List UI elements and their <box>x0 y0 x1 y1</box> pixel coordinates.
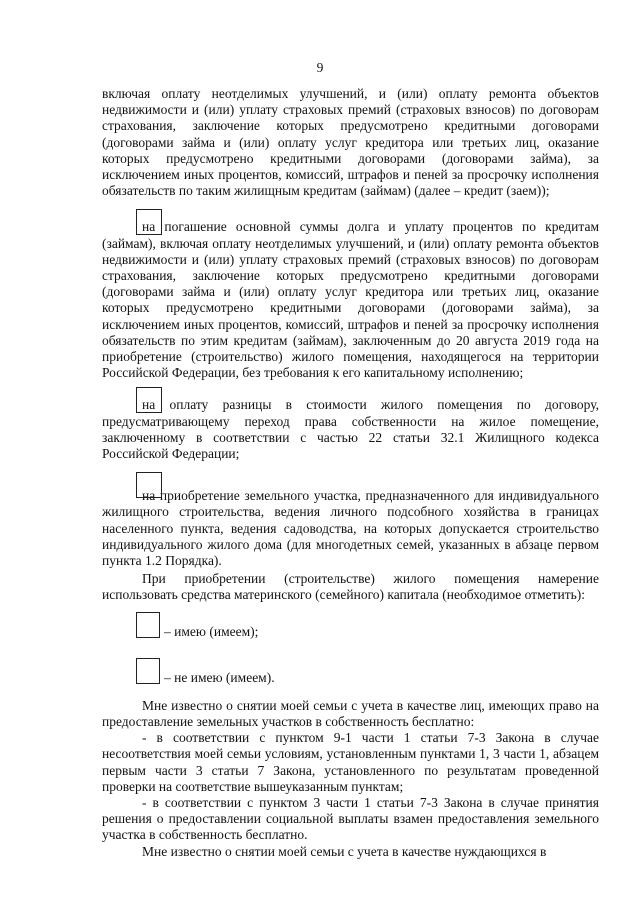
checkbox-loan-before-2019[interactable] <box>136 209 162 235</box>
paragraph-list-item-1: - в соответствии с пунктом 9-1 части 1 статьи 7-3 Закона в случае несоответствия моей семьи условиям, установленным пунктами 1, 3 части 1, абзацем первым части 3 статьи 7 Закона, установленного по результатам проведенной проверки на соответствие вышеуказанным пунктам; <box>102 730 599 794</box>
document-body <box>102 86 599 860</box>
option-land-plot <box>102 488 599 569</box>
page-number: 9 <box>316 60 324 75</box>
checkbox-not-have[interactable] <box>136 658 160 684</box>
choice-have <box>102 618 599 644</box>
choice-not-have-label: – не имею (имеем). <box>164 669 275 685</box>
checkbox-have[interactable] <box>136 612 160 638</box>
paragraph-loan-continuation: включая оплату неотделимых улучшений, и (или) оплату ремонта объектов недвижимости и (или) уплату страховых премий (страховых взносов) по договорам страхования, заключение которых предусмотрено кредитными договорами (договорами займа и (или) оплату услуг кредитора или третьих лиц, оказание которых предусмотрено кредитными договорами (договорами займа), за исключением иных процентов, комиссий, штрафов и пеней за просрочку исполнения обязательств по таким жилищным кредитам (займам) (далее – кредит (заем)); <box>102 86 599 199</box>
paragraph-known-land: Мне известно о снятии моей семьи с учета в качестве лиц, имеющих право на предоставление земельных участков в собственность бесплатно: <box>102 697 599 729</box>
option-loan-before-2019 <box>102 219 599 381</box>
option-loan-before-2019-text: на погашение основной суммы долга и уплату процентов по кредитам (займам), включая оплату неотделимых улучшений, и (или) оплату ремонта объектов недвижимости и (или) уплату страховых премий (страховых взносов) по договорам страхования, заключение которых предусмотрено кредитными договорами (договорами займа и (или) оплату услуг кредитора или третьих лиц, оказание которых предусмотрено кредитными договорами (договорами займа), за исключением иных процентов, комиссий, штрафов и пеней за просрочку исполнения обязательств по этим кредитам (займам), заключенным до 20 августа 2019 года на приобретение (строительство) жилого помещения, находящегося на территории Российской Федерации, без требования к его капитальному исполнению; <box>102 219 599 381</box>
option-price-difference-text: на оплату разницы в стоимости жилого помещения по договору, предусматривающему переход права собственности на жилое помещение, заключенному в соответствии с частью 22 статьи 32.1 Жилищного кодекса Российской Федерации; <box>102 397 599 462</box>
paragraph-list-item-2: - в соответствии с пунктом 3 части 1 статьи 7-3 Закона в случае принятия решения о предоставлении социальной выплаты взамен предоставления земельного участка в собственность бесплатно. <box>102 794 599 843</box>
choice-not-have <box>102 664 599 690</box>
paragraph-intent: При приобретении (строительстве) жилого помещения намерение использовать средства материнского (семейного) капитала (необходимое отметить): <box>102 571 599 603</box>
paragraph-known-needy: Мне известно о снятии моей семьи с учета в качестве нуждающихся в <box>142 843 547 859</box>
checkbox-land-plot[interactable] <box>136 472 162 498</box>
option-land-plot-text: на приобретение земельного участка, предназначенного для индивидуального жилищного строительства, ведения личного подсобного хозяйства в границах населенного пункта, ведения садоводства, на которых допускается строительство индивидуального жилого дома (для многодетных семей, указанных в абзаце первом пункта 1.2 Порядка). <box>102 488 599 569</box>
checkbox-price-difference[interactable] <box>136 387 162 413</box>
option-price-difference <box>102 397 599 462</box>
choice-have-label: – имею (имеем); <box>164 623 259 639</box>
